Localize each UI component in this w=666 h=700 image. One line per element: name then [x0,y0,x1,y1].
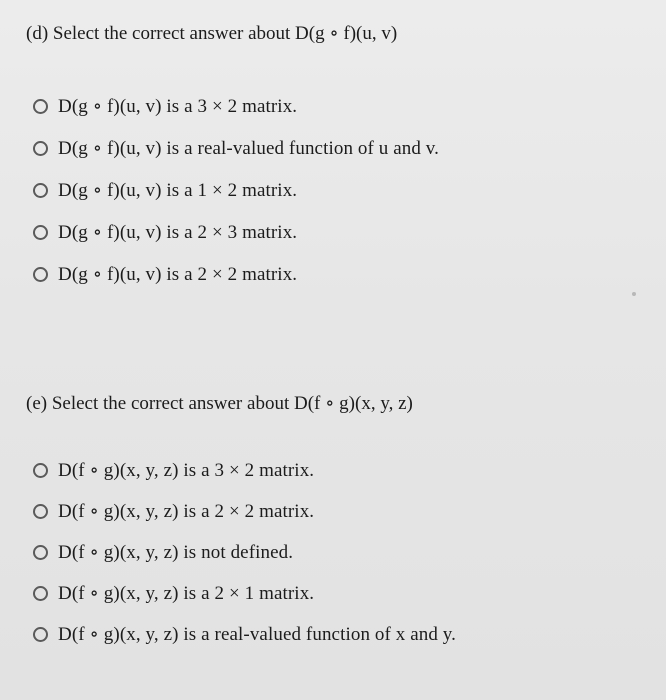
radio-circle-icon[interactable] [33,99,48,114]
option-label: D(f ∘ g)(x, y, z) is a real-valued function of x and y. [58,623,457,645]
option-d-1[interactable] [33,93,297,119]
option-e-3[interactable] [33,539,293,565]
radio-circle-icon[interactable] [33,545,48,560]
radio-circle-icon[interactable] [33,504,48,519]
option-e-1[interactable] [33,457,314,483]
radio-circle-icon[interactable] [33,586,48,601]
radio-circle-icon[interactable] [33,627,48,642]
option-label: D(f ∘ g)(x, y, z) is not defined. [58,541,294,563]
screen-speck [632,292,636,296]
radio-circle-icon[interactable] [33,267,48,282]
option-label: D(g ∘ f)(u, v) is a real-valued function of u and v. [58,137,440,159]
radio-circle-icon[interactable] [33,141,48,156]
radio-circle-icon[interactable] [33,183,48,198]
option-e-4[interactable] [33,580,314,606]
option-e-5[interactable] [33,621,456,647]
radio-circle-icon[interactable] [33,463,48,478]
option-label: D(g ∘ f)(u, v) is a 2 × 3 matrix. [58,221,298,243]
option-d-4[interactable] [33,219,297,245]
option-label: D(g ∘ f)(u, v) is a 2 × 2 matrix. [58,263,298,285]
option-label: D(g ∘ f)(u, v) is a 3 × 2 matrix. [58,95,298,117]
option-d-3[interactable] [33,177,297,203]
option-label: D(g ∘ f)(u, v) is a 1 × 2 matrix. [58,179,298,201]
option-e-2[interactable] [33,498,314,524]
question-d-title: (d) Select the correct answer about D(g ∘ f)(u, v) [26,23,398,44]
question-e-title: (e) Select the correct answer about D(f ∘ g)(x, y, z) [26,393,413,414]
option-label: D(f ∘ g)(x, y, z) is a 2 × 1 matrix. [58,582,315,604]
option-d-5[interactable] [33,261,297,287]
option-label: D(f ∘ g)(x, y, z) is a 2 × 2 matrix. [58,500,315,522]
option-d-2[interactable] [33,135,439,161]
radio-circle-icon[interactable] [33,225,48,240]
option-label: D(f ∘ g)(x, y, z) is a 3 × 2 matrix. [58,459,315,481]
